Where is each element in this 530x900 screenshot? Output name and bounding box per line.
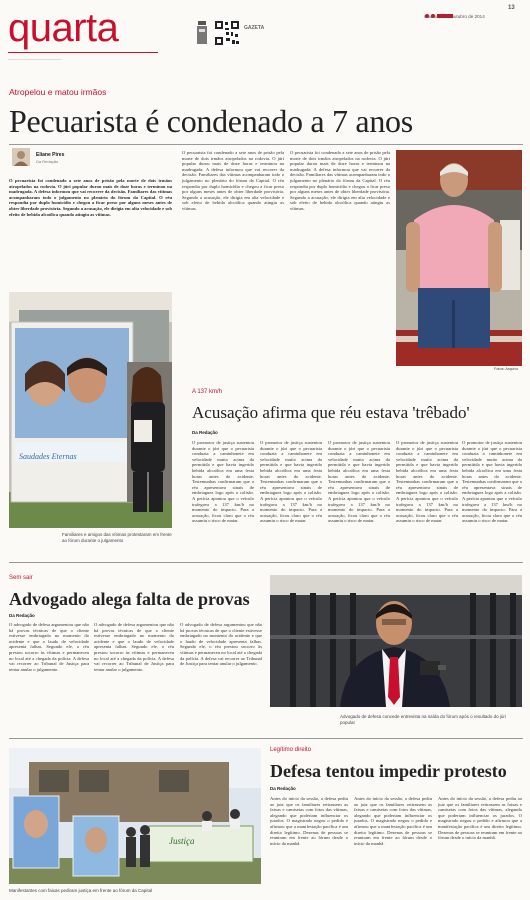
article-b-kicker: A 137 km/h xyxy=(192,389,223,395)
brand-logo-icon xyxy=(196,20,208,46)
article-main-lead-text: O pecuarista foi condenado a sete anos de prisão pela morte de dois irmãos atropelados na rodovia. O júri popular durou mais de doze horas e terminou na madrugada. A defesa informou que vai recorrer da decisão. Familiares das vítimas acompanharam todo o julgamento no plenário do fórum da Capital. O réu respondia por duplo homicídio e chegou a ficar preso por alguns meses antes de obter liberdade provisória. Segundo a acusação, ele dirigia em alta velocidade e sob efeito de bebida alcoólica quando atingiu as vítimas. xyxy=(9,178,172,217)
article-c-kicker: Sem sair xyxy=(9,575,33,581)
article-b-col-1: O promotor de justiça sustentou durante o júri que o pecuarista conduzia a caminhonete em velocidade muito acima da permitida e que havia ingerido bebida alcoólica em uma festa horas antes do acidente. Testemunhas confirmaram que o réu apresentava sinais de embriaguez logo após a colisão. A perícia apontou que o veículo trafegava a 137 km/h no momento do impacto. Para a acusação, ficou claro que o réu assumiu o risco de matar. xyxy=(192,440,254,524)
banner1-text: Saudades Eternas xyxy=(19,452,77,461)
lawyer-photo-caption: Advogado de defesa concede entrevista na saída do fórum após o resultado do júri popular xyxy=(340,714,506,725)
brand-label: GAZETA xyxy=(244,25,265,31)
banner2-text: Justiça xyxy=(169,836,195,846)
section-title: quarta xyxy=(8,6,119,50)
article-c-col-1: O advogado de defesa argumentou que não há provas técnicas de que o cliente estivesse embriagado no momento do acidente e que o laudo de velocidade apresenta falhas. Segundo ele, o réu prestou socorro às vítimas e permaneceu no local até a chegada da polícia. A defesa vai recorrer ao Tribunal de Justiça para tentar anular o julgamento. xyxy=(9,622,89,672)
article-main-headline: Pecuarista é condenado a 7 anos xyxy=(9,103,413,139)
page-number: 13 xyxy=(508,5,515,11)
header-subline: ________________________ xyxy=(8,55,62,60)
article-b-byline: Da Redação xyxy=(192,430,218,435)
article-main-col-2: O pecuarista foi condenado a sete anos de prisão pela morte de dois irmãos atropelados na rodovia. O júri popular durou mais de doze horas e terminou na madrugada. A defesa informou que vai recorrer da decisão. Familiares das vítimas acompanharam todo o julgamento no plenário do fórum da Capital. O réu respondia por duplo homicídio e chegou a ficar preso por alguns meses antes de obter liberdade provisória. Segundo a acusação, ele dirigia em alta velocidade e sob efeito de bebida alcoólica quando atingiu as vítimas. xyxy=(290,150,390,211)
article-d-col-2: Antes do início da sessão, a defesa pediu ao juiz que os familiares retirassem as faixas e camisetas com fotos das vítimas, alegando que poderiam influenciar os jurados. O magistrado negou o pedido e afirmou que a manifestação pacífica é um direito legítimo. Dezenas de pessoas se reuniram em frente ao fórum desde o início da manhã. xyxy=(354,796,432,846)
author-name: Eliane Pires xyxy=(36,152,65,158)
article-d-col-1: Antes do início da sessão, a defesa pediu ao juiz que os familiares retirassem as faixas e camisetas com fotos das vítimas, alegando que poderiam influenciar os jurados. O magistrado negou o pedido e afirmou que a manifestação pacífica é um direito legítimo. Dezenas de pessoas se reuniram em frente ao fórum desde o início da manhã. xyxy=(270,796,348,846)
article-c-col-2: O advogado de defesa argumentou que não há provas técnicas de que o cliente estivesse embriagado no momento do acidente e que o laudo de velocidade apresenta falhas. Segundo ele, o réu prestou socorro às vítimas e permaneceu no local até a chegada da polícia. A defesa vai recorrer ao Tribunal de Justiça para tentar anular o julgamento. xyxy=(94,622,174,672)
header-dots-icon xyxy=(424,6,454,12)
article-main-col-1: O pecuarista foi condenado a sete anos de prisão pela morte de dois irmãos atropelados na rodovia. O júri popular durou mais de doze horas e terminou na madrugada. A defesa informou que vai recorrer da decisão. Familiares das vítimas acompanharam todo o julgamento no plenário do fórum da Capital. O réu respondia por duplo homicídio e chegou a ficar preso por alguns meses antes de obter liberdade provisória. Segundo a acusação, ele dirigia em alta velocidade e sob efeito de bebida alcoólica quando atingiu as vítimas. xyxy=(182,150,284,211)
article-main-kicker: Atropelou e matou irmãos xyxy=(9,87,107,97)
article-c-byline: Da Redação xyxy=(9,613,35,618)
article-b-col-4: O promotor de justiça sustentou durante o júri que o pecuarista conduzia a caminhonete em velocidade muito acima da permitida e que havia ingerido bebida alcoólica em uma festa horas antes do acidente. Testemunhas confirmaram que o réu apresentava sinais de embriaguez logo após a colisão. A perícia apontou que o veículo trafegava a 137 km/h no momento do impacto. Para a acusação, ficou claro que o réu assumiu o risco de matar. xyxy=(396,440,458,524)
article-b-col-5: O promotor de justiça sustentou durante o júri que o pecuarista conduzia a caminhonete em velocidade muito acima da permitida e que havia ingerido bebida alcoólica em uma festa horas antes do acidente. Testemunhas confirmaram que o réu apresentava sinais de embriaguez logo após a colisão. A perícia apontou que o veículo trafegava a 137 km/h no momento do impacto. Para a acusação, ficou claro que o réu assumiu o risco de matar. xyxy=(462,440,522,524)
lawyer-photo xyxy=(270,575,522,707)
article-c-headline: Advogado alega falta de provas xyxy=(9,589,250,609)
article-c-col-3: O advogado de defesa argumentou que não há provas técnicas de que o cliente estivesse embriagado no momento do acidente e que o laudo de velocidade apresenta falhas. Segundo ele, o réu prestou socorro às vítimas e permaneceu no local até a chegada da polícia. A defesa vai recorrer ao Tribunal de Justiça para tentar anular o julgamento. xyxy=(180,622,262,667)
article-b-col-2: O promotor de justiça sustentou durante o júri que o pecuarista conduzia a caminhonete em velocidade muito acima da permitida e que havia ingerido bebida alcoólica em uma festa horas antes do acidente. Testemunhas confirmaram que o réu apresentava sinais de embriaguez logo após a colisão. A perícia apontou que o veículo trafegava a 137 km/h no momento do impacto. Para a acusação, ficou claro que o réu assumiu o risco de matar. xyxy=(260,440,322,524)
article-d-byline: Da Redação xyxy=(270,786,296,791)
author-avatar xyxy=(12,148,30,166)
qr-code-icon xyxy=(214,20,240,46)
protest-banner-caption: Familiares e amigos das vítimas protestaram em frente ao fórum durante o julgamento xyxy=(62,532,172,543)
pecuarista-photo-credit: Fotos: Arquivo xyxy=(494,367,519,371)
date-line: Cuiabá, 8 de outubro de 2014 xyxy=(424,14,485,19)
page-header xyxy=(0,0,530,70)
author-role: Da Redação xyxy=(36,159,59,164)
protest-banner-photo xyxy=(9,292,172,528)
article-d-col-3: Antes do início da sessão, a defesa pediu ao juiz que os familiares retirassem as faixas e camisetas com fotos das vítimas, alegando que poderiam influenciar os jurados. O magistrado negou o pedido e afirmou que a manifestação pacífica é um direito legítimo. Dezenas de pessoas se reuniram em frente ao fórum desde o início da manhã. xyxy=(438,796,522,841)
article-b-col-3: O promotor de justiça sustentou durante o júri que o pecuarista conduzia a caminhonete em velocidade muito acima da permitida e que havia ingerido bebida alcoólica em uma festa horas antes do acidente. Testemunhas confirmaram que o réu apresentava sinais de embriaguez logo após a colisão. A perícia apontou que o veículo trafegava a 137 km/h no momento do impacto. Para a acusação, ficou claro que o réu assumiu o risco de matar. xyxy=(328,440,390,524)
article-d-headline: Defesa tentou impedir protesto xyxy=(270,761,507,781)
protest-group-photo xyxy=(9,748,261,884)
article-d-kicker: Legítimo direito xyxy=(270,747,312,753)
pecuarista-photo xyxy=(396,150,522,366)
protest-group-caption: Manifestantes com faixas pediram justiça em frente ao fórum da Capital xyxy=(9,888,153,893)
article-b-headline: Acusação afirma que réu estava 'trêbado' xyxy=(192,403,470,422)
